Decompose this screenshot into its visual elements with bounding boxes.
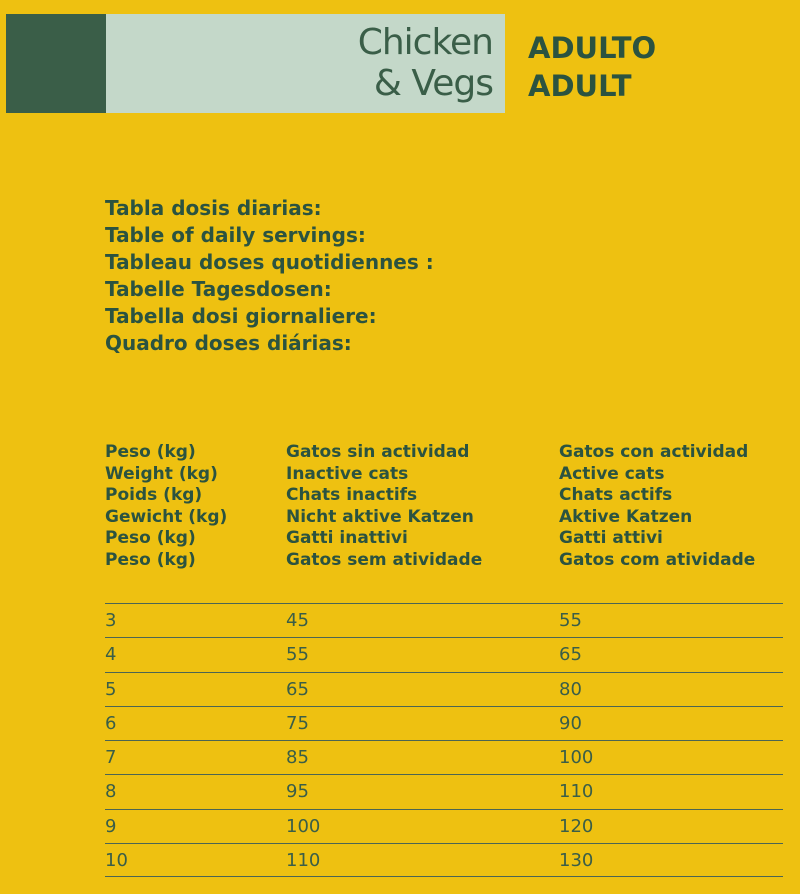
- active-header-pt: Gatos com atividade: [559, 549, 756, 570]
- title-es: Tabla dosis diarias:: [105, 196, 322, 220]
- product-name-box: [106, 14, 505, 113]
- active-cell: 110: [559, 781, 594, 803]
- active-cell: 120: [559, 815, 594, 837]
- inactive-cell: 65: [286, 678, 309, 700]
- product-name-line-2: & Vegs: [373, 63, 493, 104]
- inactive-cell: 95: [286, 781, 309, 803]
- title-en: Table of daily servings:: [105, 223, 366, 247]
- active-cell: 130: [559, 850, 594, 872]
- weight-header-fr: Poids (kg): [105, 485, 203, 505]
- active-header-en: Active cats: [559, 463, 665, 484]
- weight-cell: 5: [105, 678, 117, 700]
- weight-cell: 6: [105, 712, 117, 734]
- inactive-cell: 85: [286, 747, 309, 769]
- table-row: [105, 774, 783, 808]
- weight-cell: 4: [105, 644, 117, 666]
- title-fr: Tableau doses quotidiennes :: [105, 250, 434, 274]
- title-pt: Quadro doses diárias:: [105, 331, 352, 355]
- active-header-es: Gatos con actividad: [559, 442, 749, 462]
- active-header-fr: Chats actifs: [559, 485, 673, 505]
- active-column-header: [559, 442, 755, 571]
- active-cell: 55: [559, 610, 582, 631]
- active-cell: 80: [559, 678, 582, 700]
- active-cell: 100: [559, 747, 594, 769]
- inactive-header-es: Gatos sin actividad: [286, 442, 470, 462]
- inactive-cell: 55: [286, 644, 309, 666]
- table-row: [105, 603, 783, 637]
- weight-header-it: Peso (kg): [105, 528, 196, 548]
- inactive-header-de: Nicht aktive Katzen: [286, 506, 474, 527]
- servings-table: [105, 603, 783, 877]
- product-name-line-1: Chicken: [357, 22, 493, 63]
- table-row: [105, 637, 783, 671]
- table-row: [105, 672, 783, 706]
- weight-cell: 9: [105, 815, 117, 837]
- product-name: [358, 22, 493, 104]
- inactive-header-it: Gatti inattivi: [286, 528, 408, 548]
- table-row: [105, 809, 783, 843]
- inactive-header-fr: Chats inactifs: [286, 485, 418, 505]
- inactive-cell: 110: [286, 850, 321, 872]
- color-swatch: [6, 14, 106, 113]
- inactive-header-en: Inactive cats: [286, 463, 409, 484]
- weight-header-es: Peso (kg): [105, 442, 196, 462]
- active-header-it: Gatti attivi: [559, 528, 663, 548]
- table-titles: [105, 195, 434, 357]
- table-row: [105, 706, 783, 740]
- weight-column-header: [105, 442, 227, 571]
- title-it: Tabella dosi giornaliere:: [105, 304, 377, 328]
- age-label-en: ADULT: [528, 69, 632, 103]
- weight-header-de: Gewicht (kg): [105, 506, 228, 527]
- age-label-es: ADULTO: [528, 31, 657, 65]
- weight-header-en: Weight (kg): [105, 463, 218, 484]
- weight-header-pt: Peso (kg): [105, 549, 196, 570]
- weight-cell: 8: [105, 781, 117, 803]
- inactive-cell: 75: [286, 712, 309, 734]
- weight-cell: 10: [105, 850, 128, 872]
- column-headers: [105, 442, 785, 572]
- inactive-column-header: [286, 442, 482, 571]
- title-de: Tabelle Tagesdosen:: [105, 277, 332, 301]
- active-header-de: Aktive Katzen: [559, 506, 693, 527]
- weight-cell: 3: [105, 610, 117, 631]
- inactive-cell: 100: [286, 815, 321, 837]
- weight-cell: 7: [105, 747, 117, 769]
- inactive-cell: 45: [286, 610, 309, 631]
- inactive-header-pt: Gatos sem atividade: [286, 549, 483, 570]
- table-row: [105, 740, 783, 774]
- age-label: [528, 29, 656, 105]
- table-row: [105, 843, 783, 877]
- active-cell: 90: [559, 712, 582, 734]
- active-cell: 65: [559, 644, 582, 666]
- product-header: [6, 14, 505, 113]
